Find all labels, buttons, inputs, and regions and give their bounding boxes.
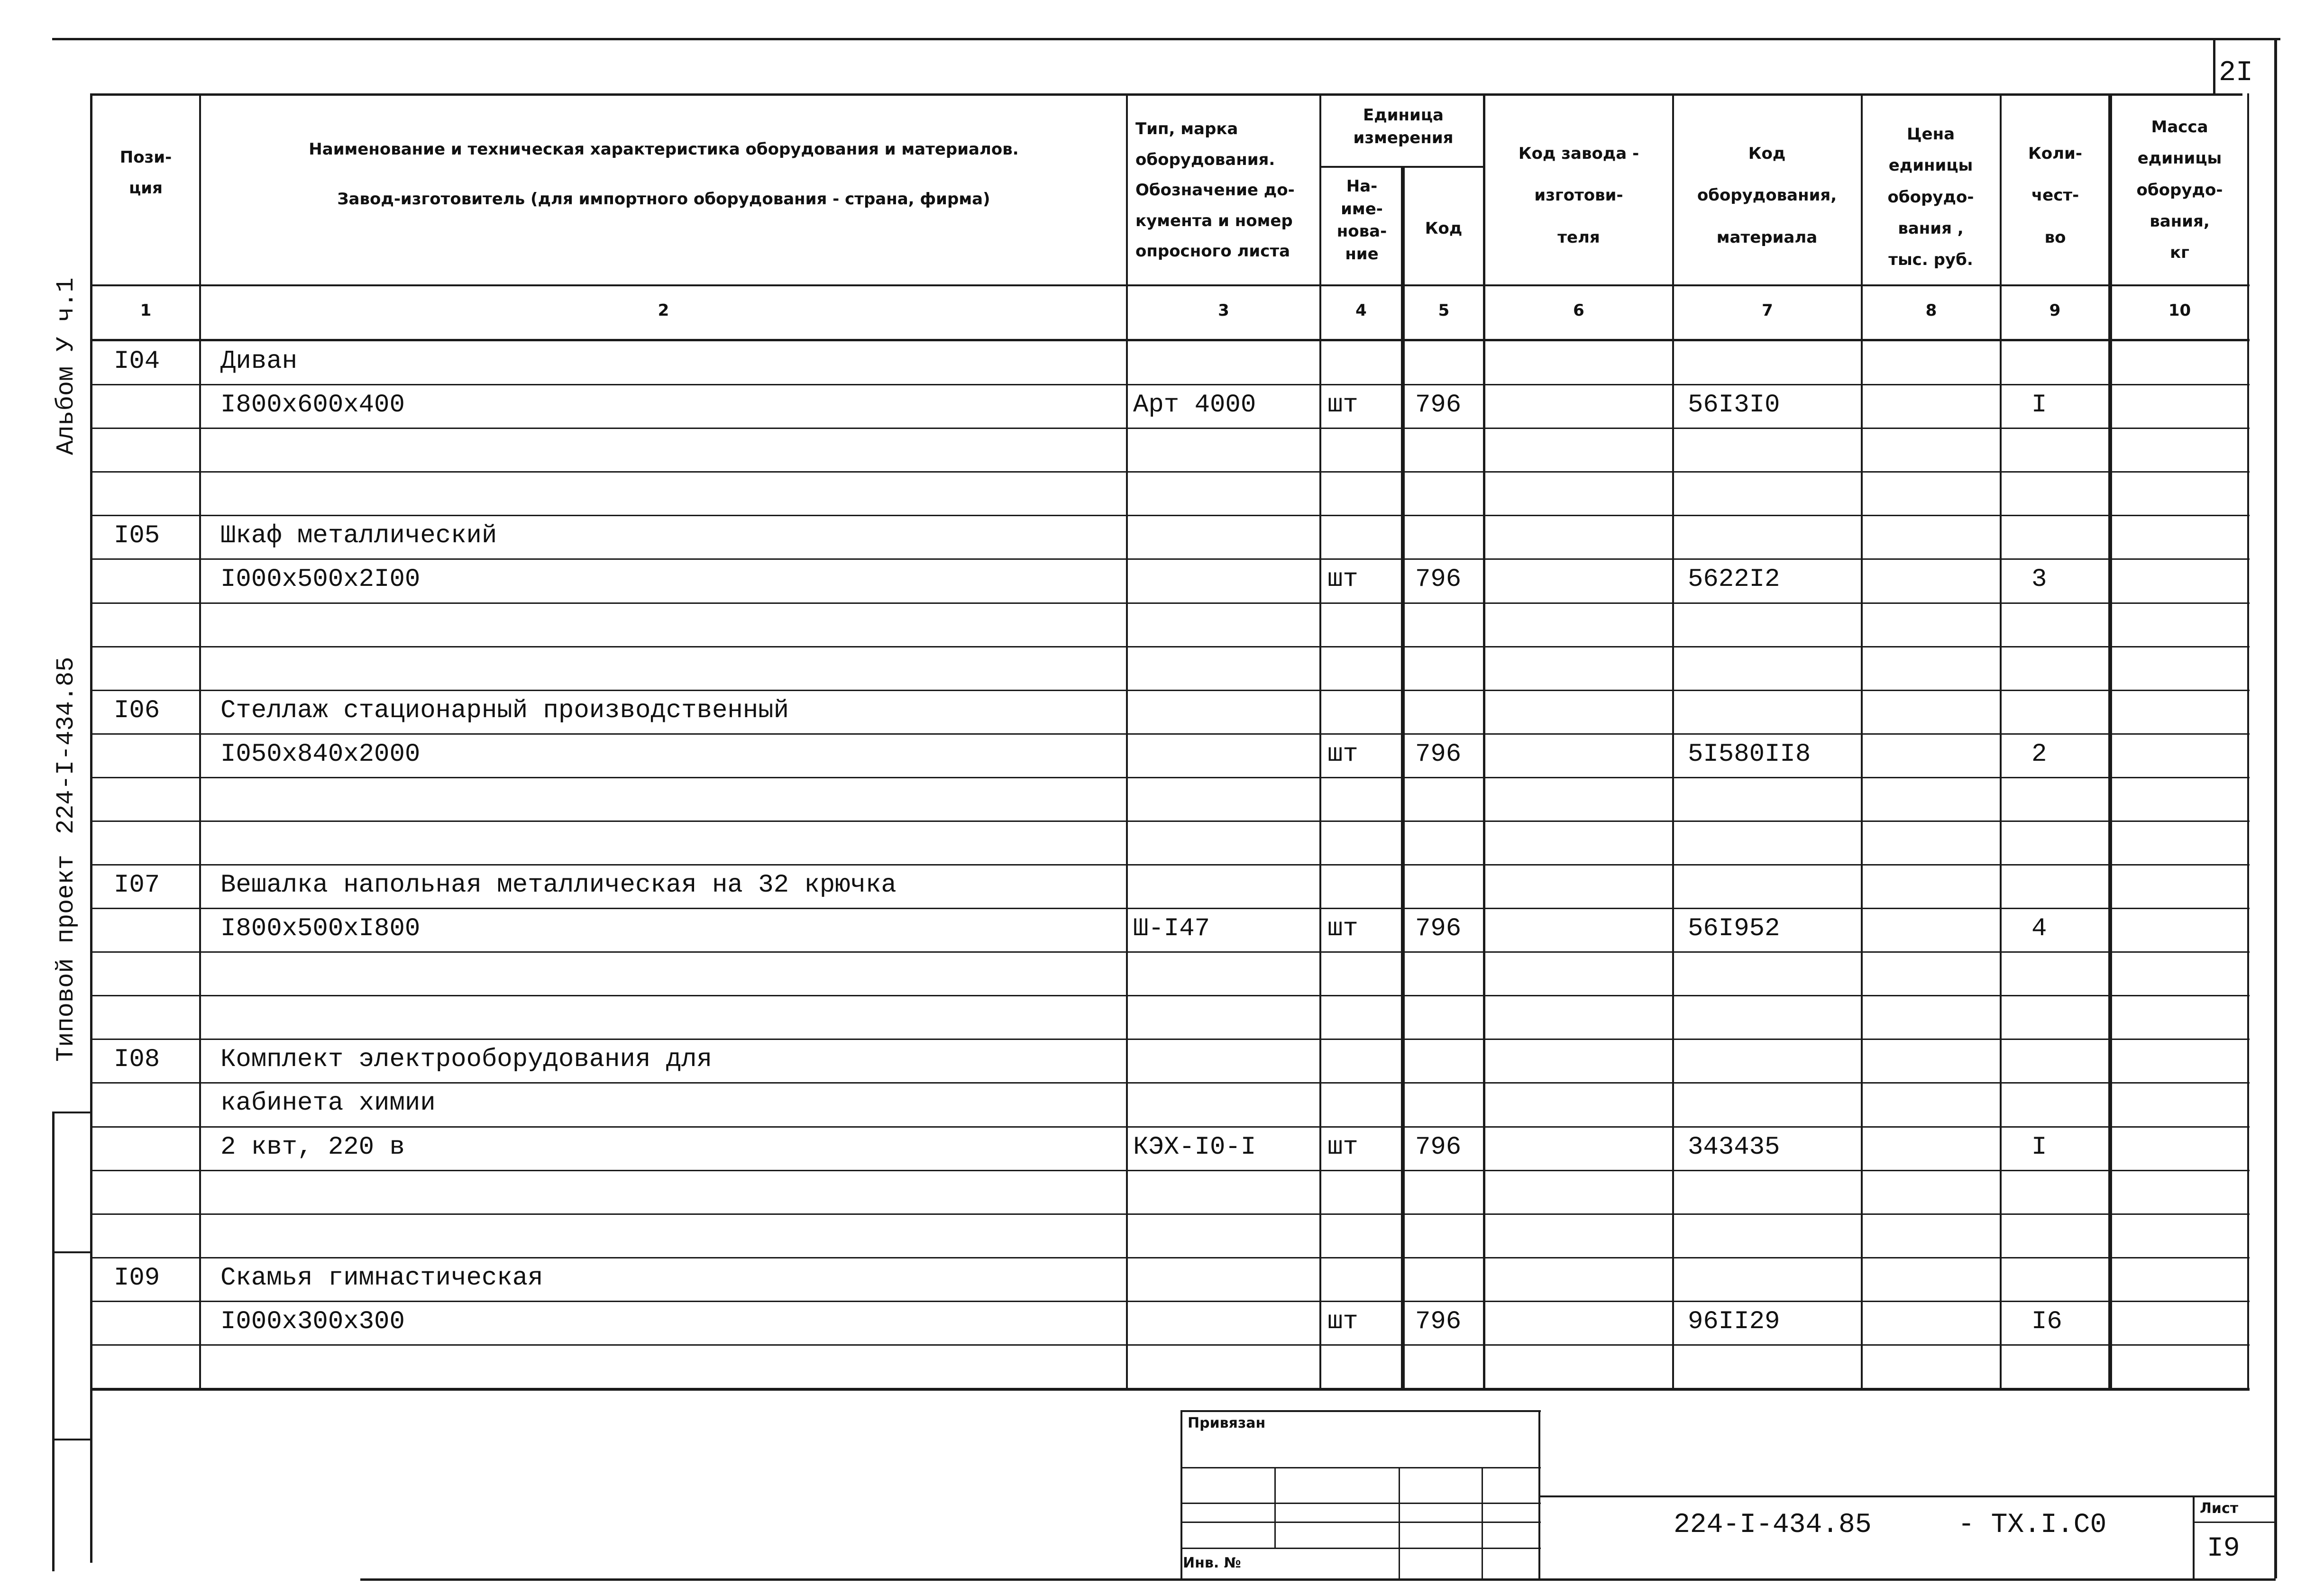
name-cell: I800x500xI800 (220, 914, 421, 944)
side-label-project-code: 224-I-434.85 (52, 656, 80, 834)
equipment-code-cell: 96II29 (1688, 1307, 1780, 1336)
position-cell: I07 (114, 871, 160, 900)
title-grid-h4 (1180, 1548, 1541, 1549)
colnum-bottom-line (90, 339, 2250, 341)
row-divider (92, 1170, 2250, 1171)
colnum-5: 5 (1438, 301, 1450, 320)
row-divider (92, 1388, 2250, 1389)
title-grid-v1 (1274, 1467, 1276, 1548)
title-grid-h2 (1180, 1503, 1541, 1504)
document-code: 224-I-434.85 (1674, 1510, 1872, 1540)
col-line-9 (2108, 93, 2112, 1390)
col-line-3 (1319, 93, 1321, 1390)
col-line-7 (1861, 93, 1863, 1390)
quantity-cell: 2 (2031, 739, 2047, 769)
row-divider (92, 1126, 2250, 1128)
title-bound-box-left (1180, 1410, 1182, 1578)
row-divider (92, 1344, 2250, 1346)
type-cell: КЭХ-I0-I (1133, 1132, 1256, 1162)
equipment-code-cell: 5622I2 (1688, 565, 1780, 594)
position-cell: I04 (114, 347, 160, 376)
quantity-cell: 3 (2031, 565, 2047, 594)
corner-sheet-number: 2I (2219, 57, 2253, 89)
header-price: Цена единицы оборудо- вания , тыс. руб. (1887, 125, 1974, 270)
header-factory-code: Код завода - изготови- теля (1518, 144, 1639, 247)
row-divider (92, 864, 2250, 866)
name-cell: Вешалка напольная металлическая на 32 крючка (220, 871, 897, 900)
title-grid-h1 (1180, 1467, 1541, 1468)
unit-name-cell: шт (1327, 914, 1358, 944)
header-unit-name: На- име- нова- ние (1336, 177, 1387, 264)
header-quantity: Коли- чест- во (2028, 144, 2082, 247)
col-line-6 (1672, 93, 1674, 1390)
inventory-label: Инв. № (1183, 1555, 1241, 1571)
colnum-6: 6 (1573, 301, 1584, 320)
unit-name-cell: шт (1327, 1132, 1358, 1162)
equipment-code-cell: 56I952 (1688, 914, 1780, 944)
title-sheet-box-left (2193, 1495, 2195, 1578)
row-divider (92, 908, 2250, 909)
unit-code-cell: 796 (1415, 1132, 1462, 1162)
colnum-10: 10 (2168, 301, 2191, 320)
equipment-code-cell: 56I3I0 (1688, 391, 1780, 420)
header-type: Тип, марка оборудования. Обозначение до- кумента и номер опросного листа (1135, 119, 1295, 261)
header-unit: Единица измерения (1353, 106, 1454, 147)
row-divider (92, 777, 2250, 778)
quantity-cell: I6 (2031, 1307, 2062, 1336)
row-divider (92, 690, 2250, 691)
col-line-5 (1483, 93, 1485, 1390)
unit-name-cell: шт (1327, 565, 1358, 594)
name-cell: I800x600x400 (220, 391, 405, 420)
name-cell: кабинета химии (220, 1089, 436, 1118)
position-cell: I05 (114, 521, 160, 551)
unit-code-cell: 796 (1415, 391, 1462, 420)
equipment-code-cell: 343435 (1688, 1132, 1780, 1162)
row-divider (92, 471, 2250, 473)
position-cell: I06 (114, 696, 160, 725)
row-divider (92, 995, 2250, 996)
quantity-cell: I (2031, 391, 2047, 420)
sheet-number: I9 (2207, 1533, 2240, 1564)
unit-code-cell: 796 (1415, 565, 1462, 594)
sheet-label: Лист (2200, 1500, 2239, 1517)
title-sheet-box-split (2193, 1522, 2276, 1523)
colnum-4: 4 (1355, 301, 1367, 320)
header-position: Пози- ция (119, 148, 172, 198)
left-side-strip-low (52, 1439, 92, 1440)
row-divider (92, 428, 2250, 429)
header-bottom-line (90, 284, 2250, 286)
title-grid-v2 (1399, 1467, 1400, 1578)
position-cell: I09 (114, 1263, 160, 1293)
col-line-2 (1126, 93, 1128, 1390)
name-cell: I000x500x2I00 (220, 565, 421, 594)
row-divider (92, 646, 2250, 647)
row-divider (92, 1301, 2250, 1302)
name-cell: Шкаф металлический (220, 521, 497, 551)
row-divider (92, 1082, 2250, 1084)
title-grid-v3 (1482, 1467, 1483, 1578)
position-cell: I08 (114, 1045, 160, 1075)
col-line-10 (2247, 93, 2249, 1390)
type-cell: Ш-I47 (1133, 914, 1210, 944)
row-divider (92, 1039, 2250, 1040)
bound-label: Привязан (1188, 1415, 1266, 1431)
unit-code-cell: 796 (1415, 1307, 1462, 1336)
bottom-border-line (360, 1578, 2276, 1581)
type-cell: Арт 4000 (1133, 391, 1256, 420)
title-grid-h3 (1180, 1522, 1541, 1523)
row-divider (92, 951, 2250, 953)
name-cell: I000x300x300 (220, 1307, 405, 1336)
row-divider (92, 820, 2250, 822)
title-bound-box-top (1180, 1410, 1541, 1412)
unit-header-split (1319, 166, 1485, 168)
header-equipment-code: Код оборудования, материала (1697, 144, 1837, 247)
document-suffix: - ТХ.I.С0 (1958, 1510, 2107, 1540)
row-divider (92, 733, 2250, 735)
colnum-7: 7 (1762, 301, 1773, 320)
name-cell: Комплект электрооборудования для (220, 1045, 712, 1075)
col-line-8 (2000, 93, 2002, 1390)
unit-name-cell: шт (1327, 739, 1358, 769)
row-divider (92, 515, 2250, 516)
colnum-1: 1 (140, 301, 152, 320)
header-unit-code: Код (1425, 219, 1463, 238)
colnum-9: 9 (2049, 301, 2061, 320)
title-bound-box-right (1538, 1410, 1540, 1578)
header-name-line2: Завод-изготовитель (для импортного оборудования - страна, фирма) (337, 190, 990, 209)
colnum-3: 3 (1218, 301, 1229, 320)
row-divider (92, 558, 2250, 560)
colnum-8: 8 (1925, 301, 1937, 320)
name-cell: Скамья гимнастическая (220, 1263, 543, 1293)
name-cell: Диван (220, 347, 298, 376)
side-label-album: Альбом У ч.1 (52, 277, 80, 455)
row-divider (92, 1213, 2250, 1215)
col-line-1 (199, 93, 201, 1390)
unit-name-cell: шт (1327, 1307, 1358, 1336)
equipment-code-cell: 5I580II8 (1688, 739, 1811, 769)
unit-code-cell: 796 (1415, 914, 1462, 944)
name-cell: 2 квт, 220 в (220, 1132, 405, 1162)
header-name-line1: Наименование и техническая характеристика оборудования и материалов. (309, 140, 1019, 159)
name-cell: I050x840x2000 (220, 739, 421, 769)
quantity-cell: I (2031, 1132, 2047, 1162)
row-divider (92, 1257, 2250, 1258)
unit-name-cell: шт (1327, 391, 1358, 420)
header-mass: Масса единицы оборудо- вания, кг (2136, 118, 2223, 263)
row-divider (92, 602, 2250, 604)
name-cell: Стеллаж стационарный производственный (220, 696, 789, 725)
colnum-2: 2 (658, 301, 669, 320)
quantity-cell: 4 (2031, 914, 2047, 944)
side-label-project-type: Типовой проект (52, 855, 80, 1062)
row-divider (92, 384, 2250, 385)
unit-code-cell: 796 (1415, 739, 1462, 769)
title-main-top (1538, 1495, 2276, 1497)
